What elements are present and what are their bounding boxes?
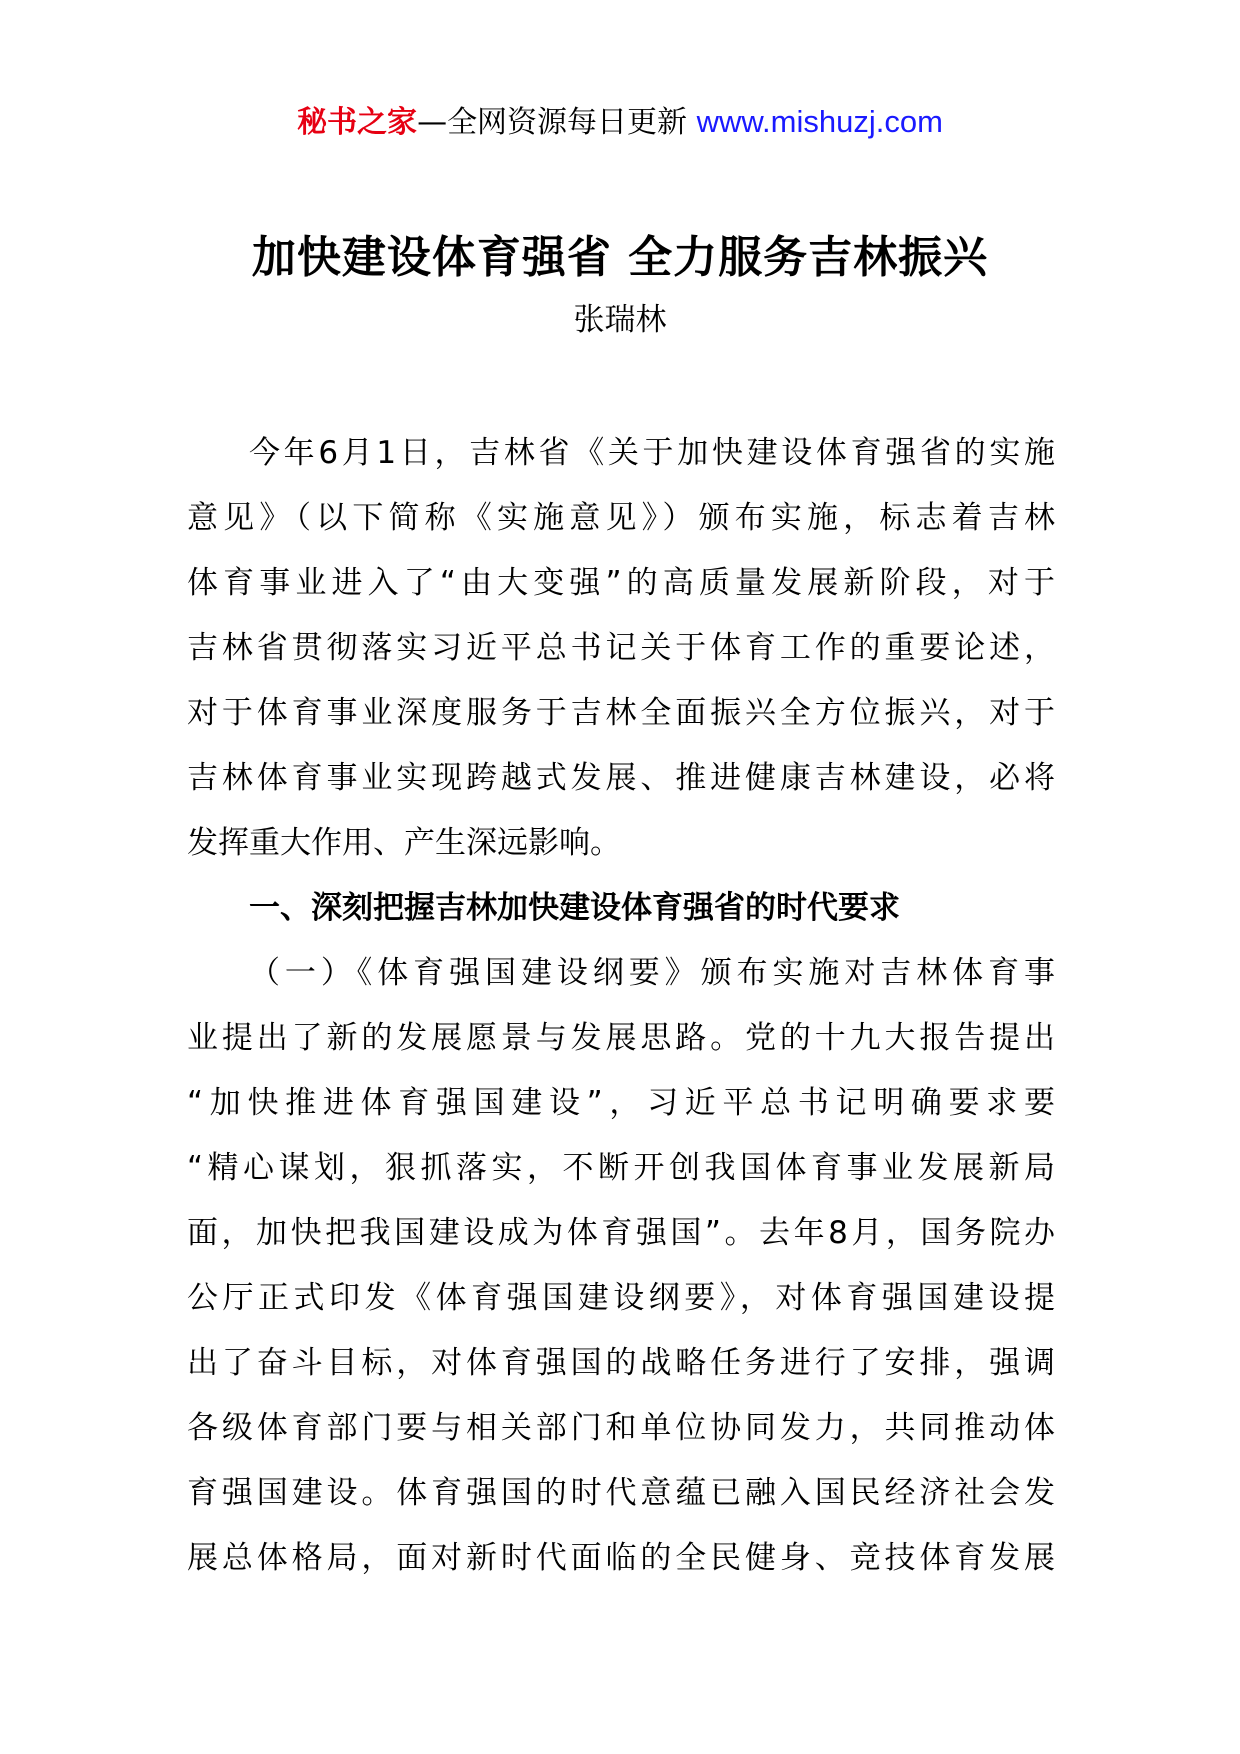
paragraph-line: 今年6月1日，吉林省《关于加快建设体育强省的实施 [249, 435, 1055, 471]
paragraph-line: 出了奋斗目标，对体育强国的战略任务进行了安排，强调 [187, 1345, 1055, 1381]
paragraph-line: 公厅正式印发《体育强国建设纲要》，对体育强国建设提 [187, 1280, 1055, 1316]
document-body [187, 421, 1055, 1591]
paragraph-line: “加快推进体育强国建设”，习近平总书记明确要求要 [187, 1085, 1055, 1121]
paragraph-line: 各级体育部门要与相关部门和单位协同发力，共同推动体 [187, 1410, 1055, 1446]
site-tagline: —全网资源每日更新 [417, 105, 688, 140]
paragraph-line: “精心谋划，狠抓落实，不断开创我国体育事业发展新局 [187, 1150, 1055, 1186]
paragraph-line: 业提出了新的发展愿景与发展思路。党的十九大报告提出 [187, 1020, 1055, 1056]
paragraph-line: 发挥重大作用、产生深远影响。 [187, 825, 621, 861]
brand-name: 秘书之家 [297, 105, 418, 140]
paragraph-line: 展总体格局，面对新时代面临的全民健身、竞技体育发展 [187, 1540, 1055, 1576]
paragraph-line: 意见》（以下简称《实施意见》）颁布实施，标志着吉林 [187, 500, 1055, 536]
paragraph-line: 对于体育事业深度服务于吉林全面振兴全方位振兴，对于 [187, 695, 1055, 731]
paragraph-line: 体育事业进入了“由大变强”的高质量发展新阶段，对于 [187, 565, 1055, 601]
document-title: 加快建设体育强省 全力服务吉林振兴 [251, 232, 989, 283]
paragraph-line: 育强国建设。体育强国的时代意蕴已融入国民经济社会发 [187, 1475, 1055, 1511]
site-header [0, 100, 1240, 145]
site-url-link[interactable]: www.mishuzj.com [696, 104, 943, 139]
paragraph-line: 面，加快把我国建设成为体育强国”。去年8月，国务院办 [187, 1215, 1055, 1251]
document-author: 张瑞林 [573, 302, 667, 338]
paragraph-line: 吉林省贯彻落实习近平总书记关于体育工作的重要论述， [187, 630, 1055, 666]
paragraph-line: 吉林体育事业实现跨越式发展、推进健康吉林建设，必将 [187, 760, 1055, 796]
paragraph-line: （一）《体育强国建设纲要》颁布实施对吉林体育事 [249, 955, 1055, 991]
section-heading: 一、深刻把握吉林加快建设体育强省的时代要求 [249, 890, 900, 926]
